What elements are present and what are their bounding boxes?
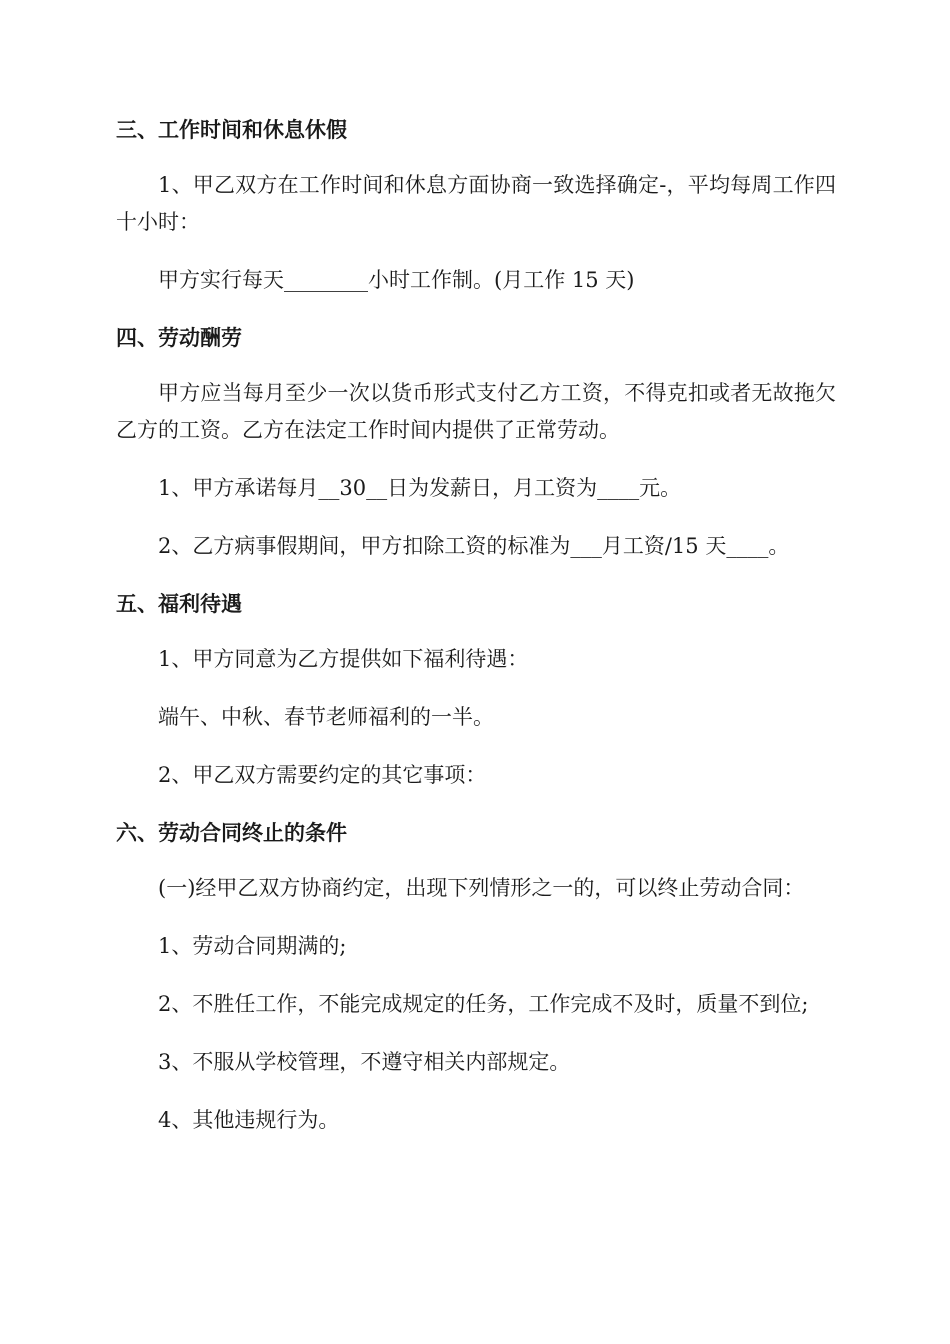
section-heading-termination: 六、劳动合同终止的条件	[116, 821, 347, 845]
section-heading-remuneration: 四、劳动酬劳	[116, 326, 242, 350]
paragraph: 3、不服从学校管理，不遵守相关内部规定。	[158, 1050, 571, 1074]
paragraph: 2、甲乙双方需要约定的其它事项：	[158, 763, 487, 787]
paragraph: 甲方实行每天________小时工作制。(月工作 15 天)	[158, 268, 635, 292]
paragraph: 端午、中秋、春节老师福利的一半。	[158, 705, 494, 729]
paragraph: 1、劳动合同期满的;	[158, 934, 347, 958]
paragraph: 2、不胜任工作，不能完成规定的任务，工作完成不及时，质量不到位;	[158, 992, 809, 1016]
document-body	[116, 112, 836, 1139]
paragraph: 甲方应当每月至少一次以货币形式支付乙方工资，不得克扣或者无故拖欠乙方的工资。乙方在法定工作时间内提供了正常劳动。	[116, 381, 836, 442]
paragraph: 4、其他违规行为。	[158, 1108, 340, 1132]
section-heading-benefits: 五、福利待遇	[116, 592, 242, 616]
paragraph: 2、乙方病事假期间，甲方扣除工资的标准为___月工资/15 天____。	[158, 534, 790, 558]
section-heading-work-hours: 三、工作时间和休息休假	[116, 118, 347, 142]
paragraph: 1、甲方同意为乙方提供如下福利待遇：	[158, 647, 529, 671]
paragraph: 1、甲方承诺每月__30__日为发薪日，月工资为____元。	[158, 476, 682, 500]
paragraph: (一)经甲乙双方协商约定，出现下列情形之一的，可以终止劳动合同：	[158, 876, 805, 900]
paragraph: 1、甲乙双方在工作时间和休息方面协商一致选择确定-，平均每周工作四十小时：	[116, 173, 836, 234]
